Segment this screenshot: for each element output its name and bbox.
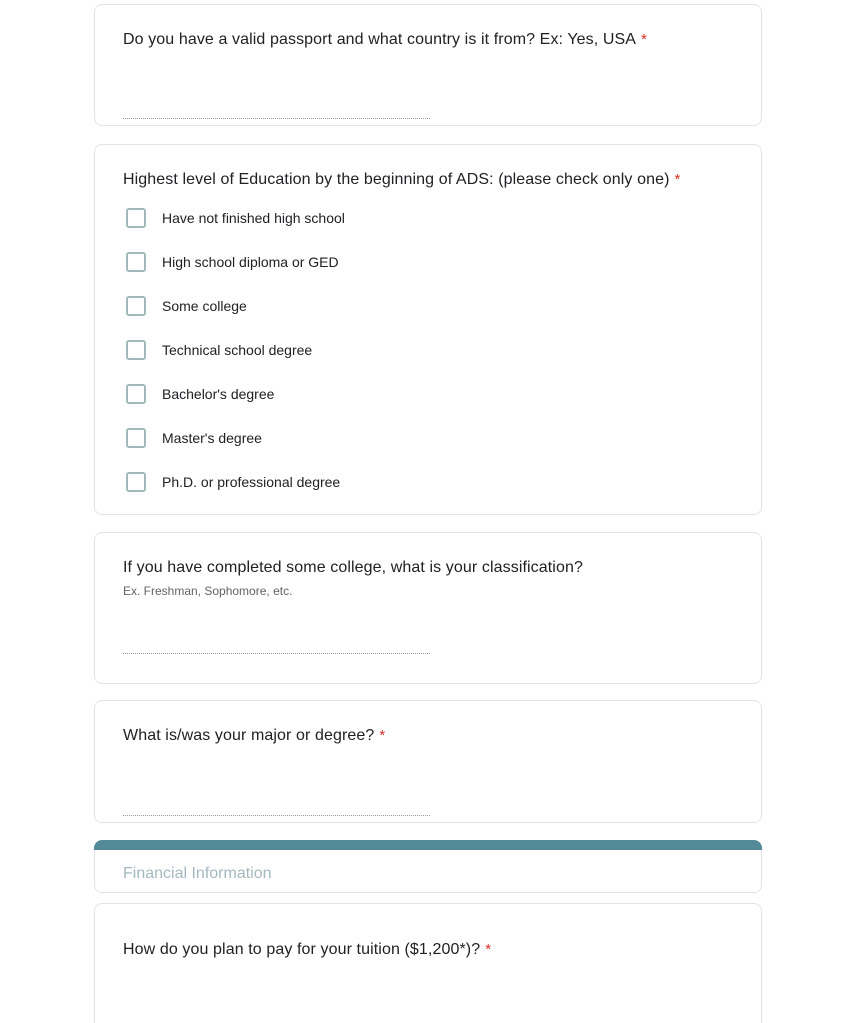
question-title: [123, 557, 733, 579]
checkbox-icon[interactable]: [126, 384, 146, 404]
required-asterisk: *: [641, 31, 647, 48]
checkbox-option-label: High school diploma or GED: [162, 254, 339, 270]
section-title: Financial Information: [123, 865, 272, 882]
question-card-education: [94, 144, 762, 515]
checkbox-option-label: Bachelor's degree: [162, 386, 275, 402]
checkbox-option-label: Master's degree: [162, 430, 262, 446]
checkbox-options-list: [123, 196, 733, 504]
checkbox-icon[interactable]: [126, 340, 146, 360]
checkbox-option[interactable]: [123, 196, 733, 240]
checkbox-icon[interactable]: [126, 296, 146, 316]
question-title: [123, 29, 733, 51]
short-answer-input[interactable]: [123, 815, 430, 816]
section-accent-bar: [94, 840, 762, 850]
checkbox-icon[interactable]: [126, 472, 146, 492]
required-asterisk: *: [485, 941, 492, 958]
question-title-text: Highest level of Education by the beginning of ADS: (please check only one): [123, 171, 670, 188]
checkbox-option-label: Ph.D. or professional degree: [162, 474, 341, 490]
question-title: [123, 169, 733, 191]
checkbox-option[interactable]: [123, 372, 733, 416]
question-title-text: What is/was your major or degree?: [123, 727, 375, 744]
question-title-text: If you have completed some college, what is your classification?: [123, 559, 583, 576]
question-card-passport: [94, 4, 762, 126]
question-card-classification: [94, 532, 762, 684]
checkbox-icon[interactable]: [126, 208, 146, 228]
section-body: [94, 850, 762, 893]
section-header: [94, 840, 762, 893]
required-asterisk: *: [379, 727, 386, 744]
question-description: Ex. Freshman, Sophomore, etc.: [123, 584, 293, 598]
question-card-tuition: [94, 903, 762, 1023]
question-title-text: How do you plan to pay for your tuition ($1,200*)?: [123, 941, 481, 958]
checkbox-option[interactable]: [123, 460, 733, 504]
checkbox-icon[interactable]: [126, 252, 146, 272]
question-title: [123, 725, 733, 747]
short-answer-input[interactable]: [123, 118, 430, 119]
checkbox-option-label: Some college: [162, 298, 247, 314]
question-title-text: Do you have a valid passport and what country is it from? Ex: Yes, USA: [123, 31, 637, 48]
checkbox-option[interactable]: [123, 240, 733, 284]
checkbox-option[interactable]: [123, 416, 733, 460]
checkbox-option-label: Have not finished high school: [162, 210, 345, 226]
question-card-major: [94, 700, 762, 823]
checkbox-option[interactable]: [123, 284, 733, 328]
checkbox-option-label: Technical school degree: [162, 342, 313, 358]
question-title: [123, 939, 733, 961]
short-answer-input[interactable]: [123, 653, 430, 654]
checkbox-option[interactable]: [123, 328, 733, 372]
required-asterisk: *: [674, 171, 681, 188]
checkbox-icon[interactable]: [126, 428, 146, 448]
